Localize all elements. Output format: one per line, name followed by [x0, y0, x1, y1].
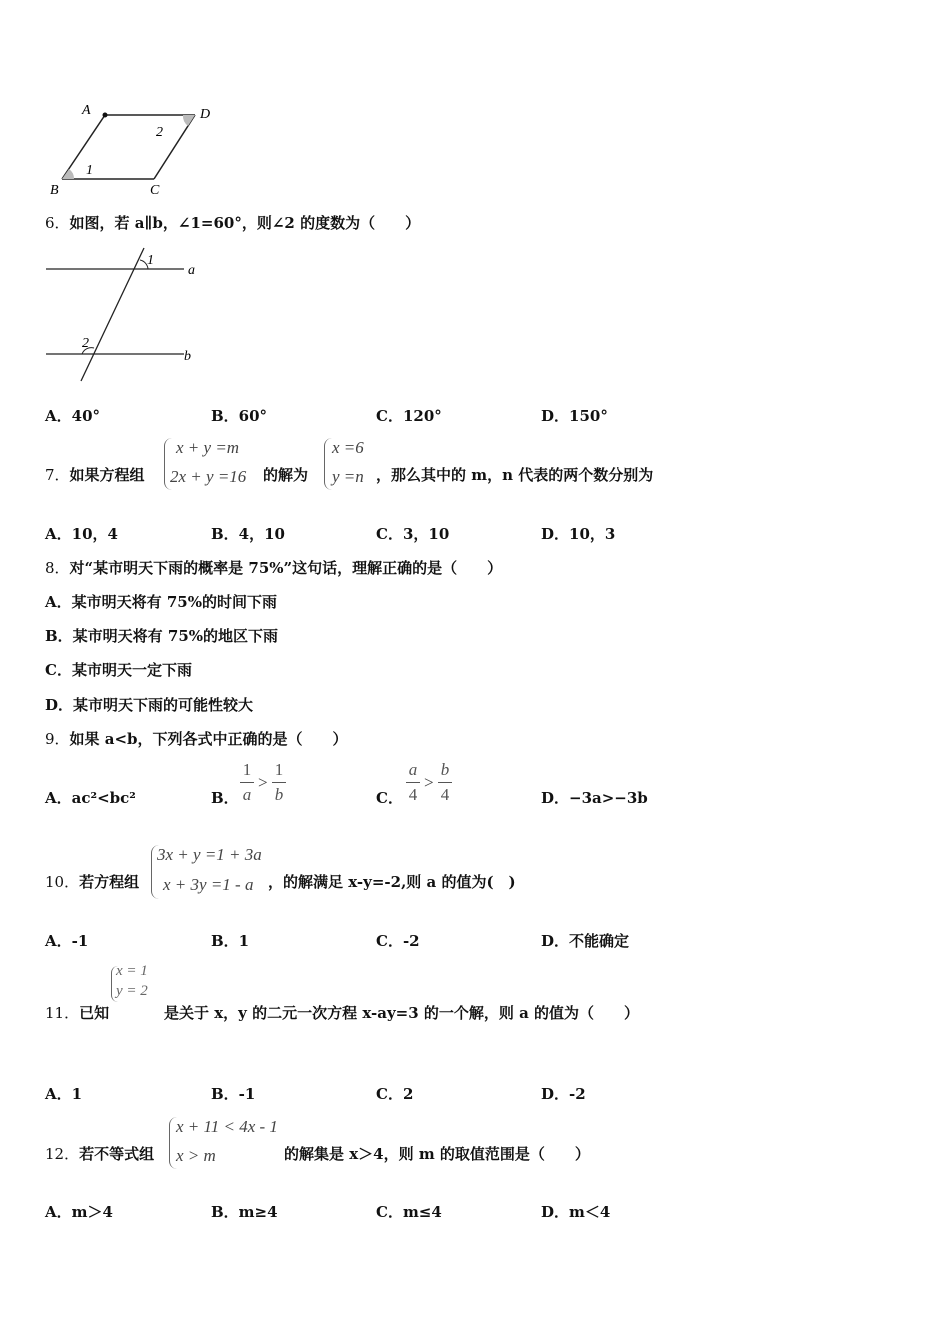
- question-text: 若方程组: [79, 873, 140, 891]
- question-text: 的解为: [263, 466, 309, 484]
- q8-option-c[interactable]: C．某市明天一定下雨: [45, 661, 192, 679]
- equation: y = 2: [116, 983, 148, 999]
- numerator: b: [440, 760, 450, 779]
- q12-option-d[interactable]: D．m＜4: [541, 1203, 611, 1221]
- question-8: [45, 557, 502, 578]
- question-number: 10．: [45, 873, 80, 891]
- question-text: 若不等式组: [79, 1145, 155, 1163]
- q10-option-c[interactable]: C．-2: [376, 932, 420, 950]
- numerator: a: [408, 760, 418, 779]
- question-text: 对“某市明天下雨的概率是 75%”这句话，理解正确的是（ ）: [69, 559, 503, 577]
- q7-option-a[interactable]: A．10，4: [45, 525, 118, 543]
- q9-option-b[interactable]: [211, 787, 239, 808]
- q9-option-c[interactable]: [376, 787, 403, 808]
- denominator: a: [242, 785, 252, 804]
- q6-option-c[interactable]: C．120°: [376, 407, 442, 425]
- option-expression: ac²<bc²: [71, 789, 136, 807]
- q9-option-a[interactable]: [45, 787, 136, 808]
- question-12-stem: [45, 1143, 154, 1164]
- comparison-sign: >: [258, 773, 268, 792]
- q6-option-d[interactable]: D．150°: [541, 407, 608, 425]
- denominator: 4: [440, 785, 450, 804]
- angle-2-label: 2: [82, 336, 89, 351]
- q11-option-b[interactable]: B．-1: [211, 1085, 256, 1103]
- question-6: [45, 212, 420, 233]
- fraction: [438, 760, 452, 805]
- equation: x =6: [332, 438, 364, 457]
- vertex-a-label: A: [82, 103, 91, 118]
- vertex-b-label: B: [50, 183, 59, 198]
- vertex-d-label: D: [200, 107, 211, 122]
- q10-option-a[interactable]: A．-1: [45, 932, 89, 950]
- q10-option-b[interactable]: B．1: [211, 932, 250, 950]
- numerator: 1: [242, 760, 252, 779]
- parallel-lines-figure: [44, 244, 204, 386]
- equation: x + y =m: [176, 438, 240, 457]
- q7-option-b[interactable]: B．4，10: [211, 525, 285, 543]
- denominator: b: [274, 785, 284, 804]
- equation: y =n: [332, 467, 364, 486]
- question-text: 已知: [79, 1004, 110, 1022]
- question-number: 8．: [45, 559, 70, 577]
- q8-option-b[interactable]: B．某市明天将有 75%的地区下雨: [45, 627, 279, 645]
- q10-option-d[interactable]: D．不能确定: [541, 932, 630, 950]
- q8-option-d[interactable]: D．某市明天下雨的可能性较大: [45, 696, 254, 714]
- equation: x + 3y =1 - a: [163, 875, 254, 894]
- line-a-label: a: [188, 263, 195, 278]
- fraction: [406, 760, 420, 805]
- question-number: 7．: [45, 466, 70, 484]
- inequality: x > m: [176, 1146, 216, 1165]
- angle-1-label: 1: [147, 253, 154, 268]
- q11-option-c[interactable]: C．2: [376, 1085, 414, 1103]
- parallelogram-figure: [44, 98, 224, 198]
- option-label: B．: [211, 789, 239, 807]
- q12-option-c[interactable]: C．m≤4: [376, 1203, 442, 1221]
- question-10-stem: [45, 871, 139, 892]
- question-text: ，的解满足 x-y=-2,则 a 的值为( ): [268, 873, 516, 891]
- fraction: [240, 760, 254, 805]
- question-number: 11．: [45, 1004, 80, 1022]
- q7-option-d[interactable]: D．10，3: [541, 525, 616, 543]
- q9-option-d[interactable]: D．−3a>−3b: [541, 789, 648, 807]
- question-text: 如图，若 a∥b，∠1=60°，则∠2 的度数为（ ）: [69, 214, 421, 232]
- question-text: ，那么其中的 m，n 代表的两个数分别为: [376, 466, 654, 484]
- equation: 2x + y =16: [170, 467, 247, 486]
- q7-option-c[interactable]: C．3，10: [376, 525, 450, 543]
- equation: 3x + y =1 + 3a: [157, 845, 262, 864]
- denominator: 4: [408, 785, 418, 804]
- comparison-sign: >: [424, 773, 434, 792]
- line-b-label: b: [184, 349, 191, 364]
- question-9: [45, 728, 348, 749]
- option-label: C．: [376, 789, 403, 807]
- angle-2-label: 2: [156, 125, 163, 140]
- q6-option-a[interactable]: A．40°: [45, 407, 101, 425]
- q11-option-d[interactable]: D．-2: [541, 1085, 586, 1103]
- vertex-c-label: C: [150, 183, 160, 198]
- question-text: 如果 a<b，下列各式中正确的是（ ）: [69, 730, 348, 748]
- q12-option-a[interactable]: A．m＞4: [45, 1203, 113, 1221]
- q6-option-b[interactable]: B．60°: [211, 407, 268, 425]
- inequality: x + 11 < 4x - 1: [176, 1117, 278, 1136]
- option-label: A．: [45, 789, 72, 807]
- question-number: 9．: [45, 730, 70, 748]
- question-7-stem: [45, 464, 145, 485]
- fraction: [272, 760, 286, 805]
- question-text: 的解集是 x＞4，则 m 的取值范围是（ ）: [284, 1145, 590, 1163]
- question-text: 如果方程组: [69, 466, 145, 484]
- question-number: 12．: [45, 1145, 80, 1163]
- q8-option-a[interactable]: A．某市明天将有 75%的时间下雨: [45, 593, 277, 611]
- angle-1-label: 1: [86, 163, 93, 178]
- equation: x = 1: [116, 963, 148, 979]
- q12-option-b[interactable]: B．m≥4: [211, 1203, 278, 1221]
- question-11-stem: [45, 1002, 109, 1023]
- question-text: 是关于 x，y 的二元一次方程 x-ay=3 的一个解，则 a 的值为（ ）: [164, 1004, 640, 1022]
- question-number: 6．: [45, 214, 70, 232]
- q11-option-a[interactable]: A．1: [45, 1085, 83, 1103]
- numerator: 1: [274, 760, 284, 779]
